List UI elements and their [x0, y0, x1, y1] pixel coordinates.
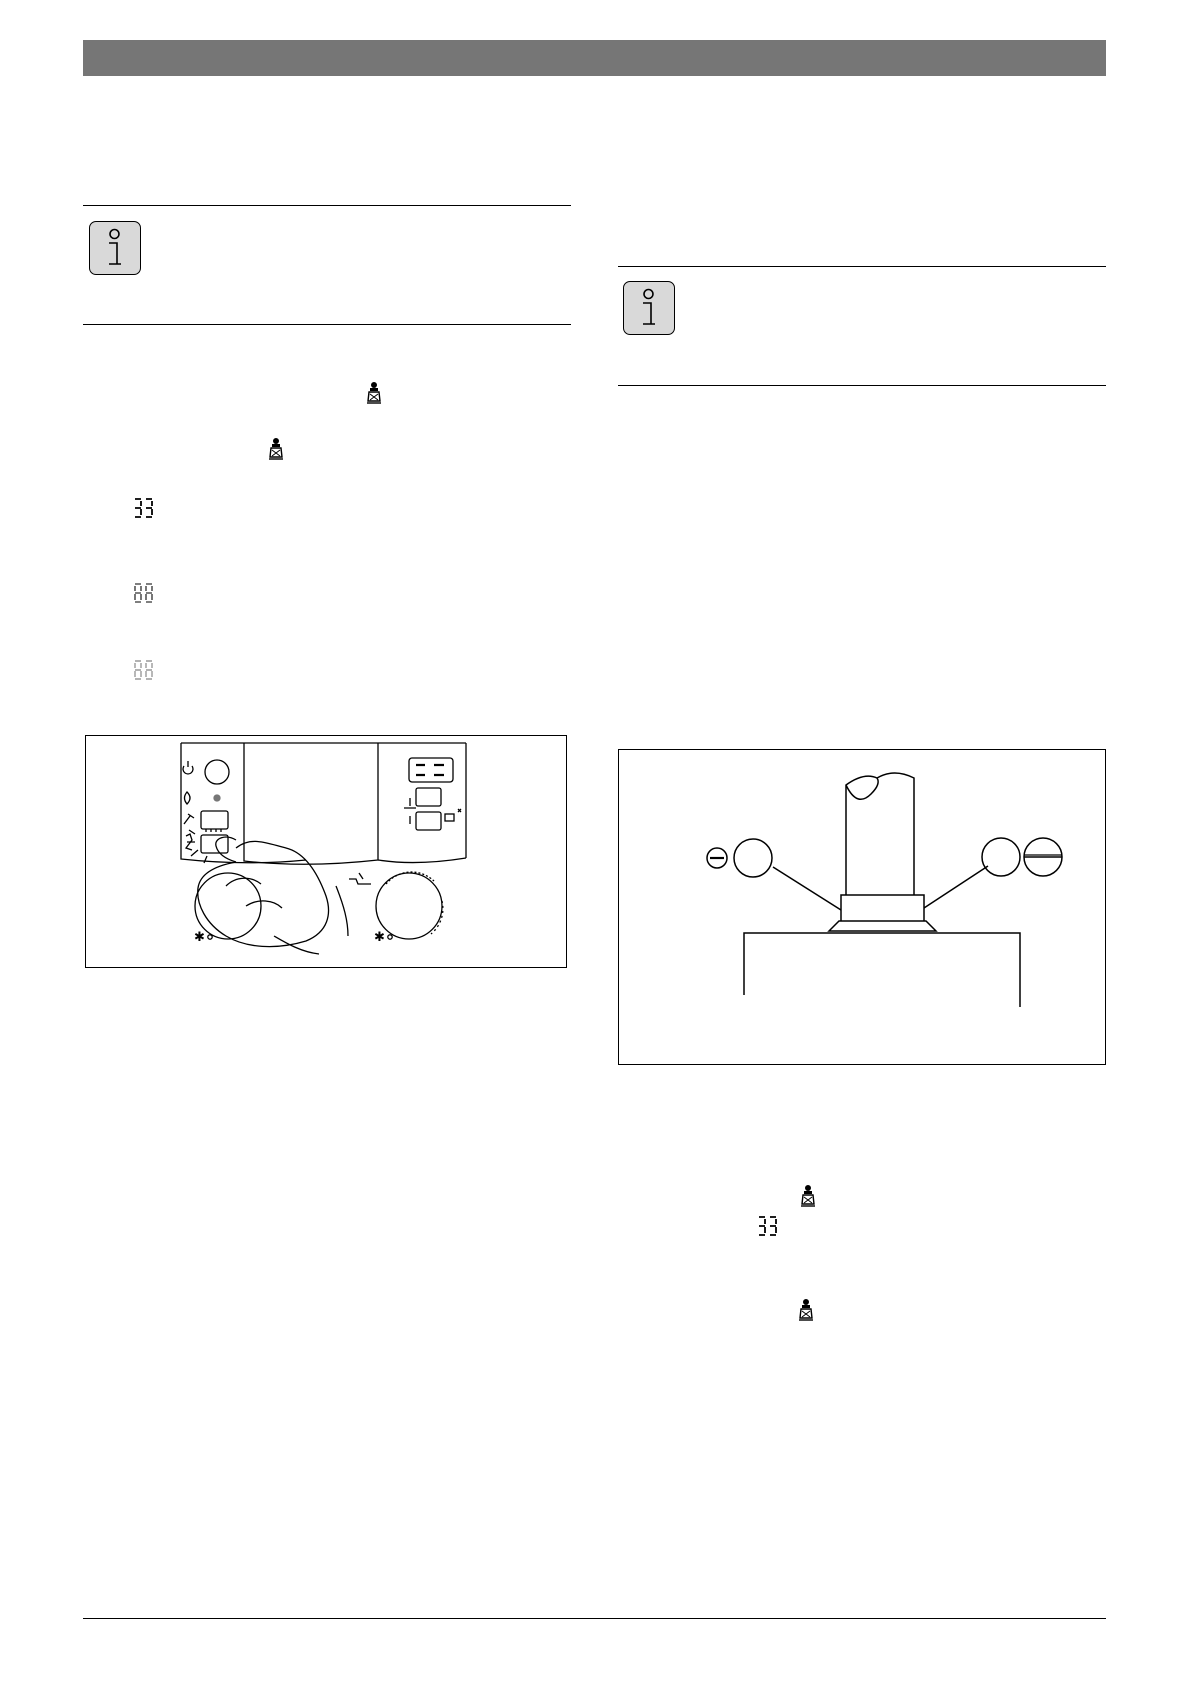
gas-valve-adjustment-figure	[618, 749, 1106, 1065]
note-top-rule	[618, 266, 1106, 267]
svg-text:✱: ✱	[374, 930, 385, 945]
chimney-sweep-icon	[797, 1298, 815, 1322]
chimney-sweep-icon	[365, 381, 383, 405]
header-bar	[83, 40, 1106, 76]
chimney-sweep-icon	[799, 1184, 817, 1208]
control-panel-figure	[85, 735, 567, 968]
footer-rule	[83, 1618, 1106, 1619]
note-top-rule	[83, 205, 571, 206]
seven-segment-display-icon	[757, 1215, 779, 1237]
note-bottom-rule	[83, 324, 571, 325]
svg-text:✱: ✱	[194, 930, 205, 945]
seven-segment-display-faint-icon	[133, 659, 155, 681]
seven-segment-display-icon	[133, 497, 155, 519]
seven-segment-display-dim-icon	[133, 582, 155, 604]
chimney-sweep-icon	[267, 437, 285, 461]
note-bottom-rule	[618, 385, 1106, 386]
info-icon	[89, 221, 141, 275]
info-icon	[623, 281, 675, 335]
